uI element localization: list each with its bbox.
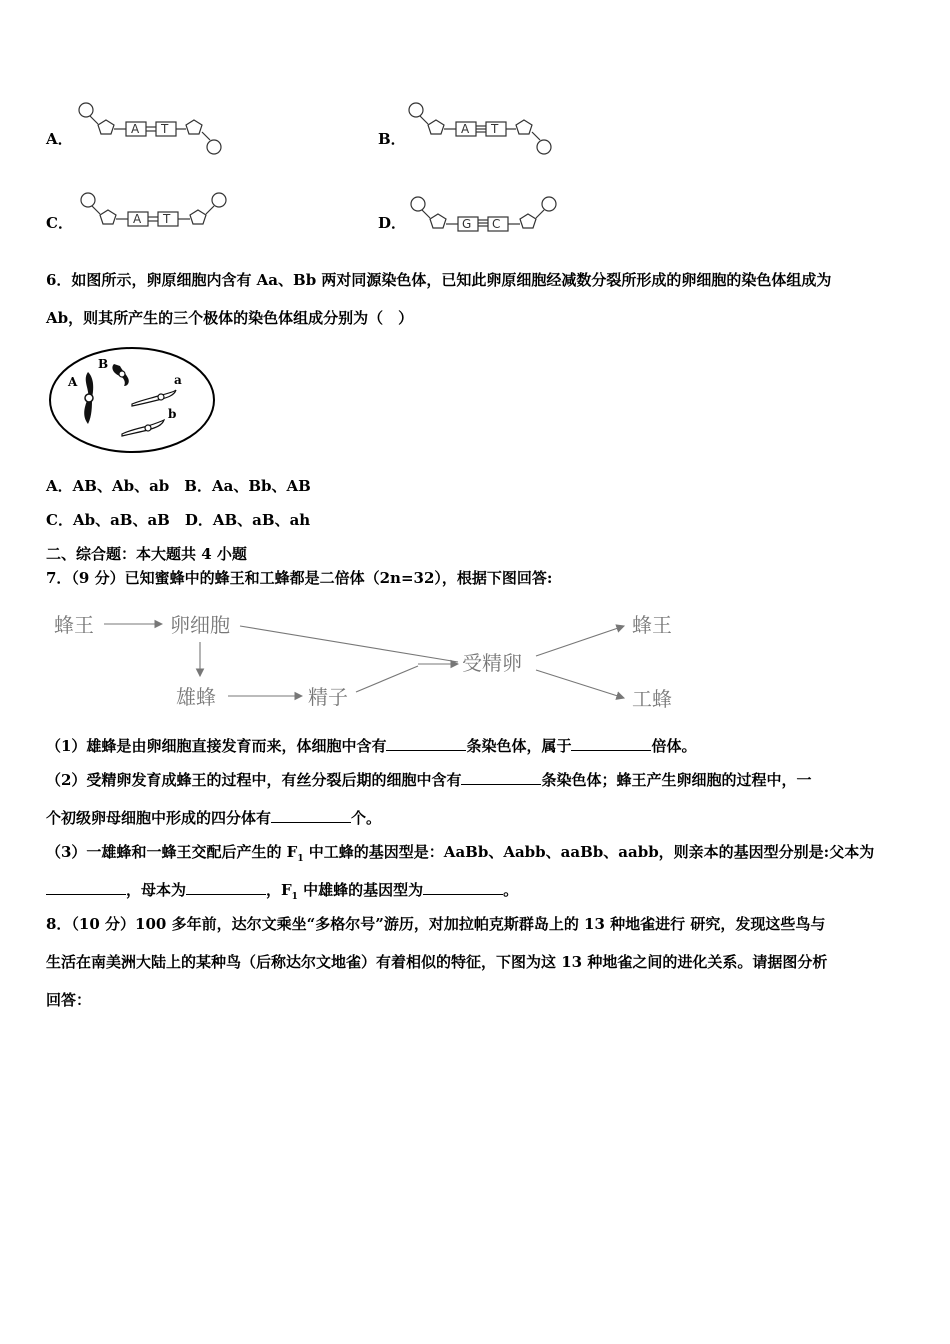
q8-stem-line2: 生活在南美洲大陆上的某种鸟（后称达尔文地雀）有着相似的特征，下图为这 13 种地雀之间的进化关系。请据图分析 [46,953,828,971]
q7-part1: （1）雄蜂是由卵细胞直接发育而来，体细胞中含有 条染色体，属于 倍体。 [46,737,697,755]
q6-options-row2[interactable]: C．Ab、aB、aB D．AB、aB、ah [46,511,311,529]
q6-stem-line2: Ab，则其所产生的三个极体的染色体组成分别为（ ） [46,309,414,327]
q8-stem-line3: 回答： [46,991,92,1009]
option-d-dna-diagram [406,194,566,240]
flow-drone: 雄蜂 [176,685,216,709]
flow-queen-out: 蜂王 [632,613,672,637]
q7-part3-line1: （3）一雄蜂和一蜂王交配后产生的 $F_1$ 中工蜂的基因型是：AaBb、Aabb、aaBb、aabb，则亲本的基因型分别是:父本为 [46,843,875,864]
q7-blank-5[interactable] [46,880,126,895]
q6-stem-line1: 6．如图所示，卵原细胞内含有 Aa、Bb 两对同源染色体，已知此卵原细胞经减数分裂所形成的卵细胞的染色体组成为 [46,271,832,289]
option-a-label[interactable]: A． [46,130,73,148]
q7-blank-7[interactable] [423,880,503,895]
label-B: B [98,357,109,371]
option-a-base-1: A [131,122,140,136]
option-c-base-1: A [133,212,142,226]
q7-part2-line1: （2）受精卵发育成蜂王的过程中，有丝分裂后期的细胞中含有 条染色体；蜂王产生卵细胞的过程中，一 [46,771,812,789]
option-b-base-1: A [461,122,470,136]
flow-worker: 工蜂 [632,687,672,711]
q7-part2-line2: 个初级卵母细胞中形成的四分体有 个。 [46,809,382,827]
q7-blank-6[interactable] [186,880,266,895]
option-d-label[interactable]: D． [378,214,407,232]
flow-zygote: 受精卵 [462,651,522,675]
q7-part3-line2: ，母本为 ，$F_1$ 中雄蜂的基因型为 。 [46,880,518,907]
flow-egg: 卵细胞 [170,613,230,637]
option-c-base-2: T [163,212,171,226]
option-c-dna-diagram [76,188,236,238]
q7-blank-2[interactable] [571,736,651,751]
section-heading: 二、综合题：本大题共 4 小题 [46,545,247,563]
option-a-base-2: T [161,122,169,136]
q7-blank-1[interactable] [386,736,466,751]
option-b-base-2: T [491,122,499,136]
label-a: a [174,373,182,387]
q7-flow-diagram [48,600,698,720]
q7-header: 7．（9 分）已知蜜蜂中的蜂王和工蜂都是二倍体（2n=32），根据下图回答: [46,569,553,587]
option-b-dna-diagram [406,100,556,160]
q7-blank-4[interactable] [271,808,351,823]
option-d-base-2: C [492,217,501,231]
option-b-label[interactable]: B． [378,130,406,148]
q6-options-row1[interactable]: A．AB、Ab、ab B．Aa、Bb、AB [46,477,311,495]
label-b: b [168,407,177,421]
q6-cell-diagram [48,346,216,454]
flow-sperm: 精子 [308,685,348,709]
option-c-label[interactable]: C． [46,214,73,232]
q8-stem-line1: 8．（10 分）100 多年前，达尔文乘坐“多格尔号”游历，对加拉帕克斯群岛上的 13 种地雀进行 研究，发现这些鸟与 [46,915,826,933]
option-d-base-1: G [462,217,472,231]
flow-queen: 蜂王 [54,613,94,637]
q7-blank-3[interactable] [461,770,541,785]
label-A: A [68,375,78,389]
option-a-dna-diagram [76,100,226,160]
